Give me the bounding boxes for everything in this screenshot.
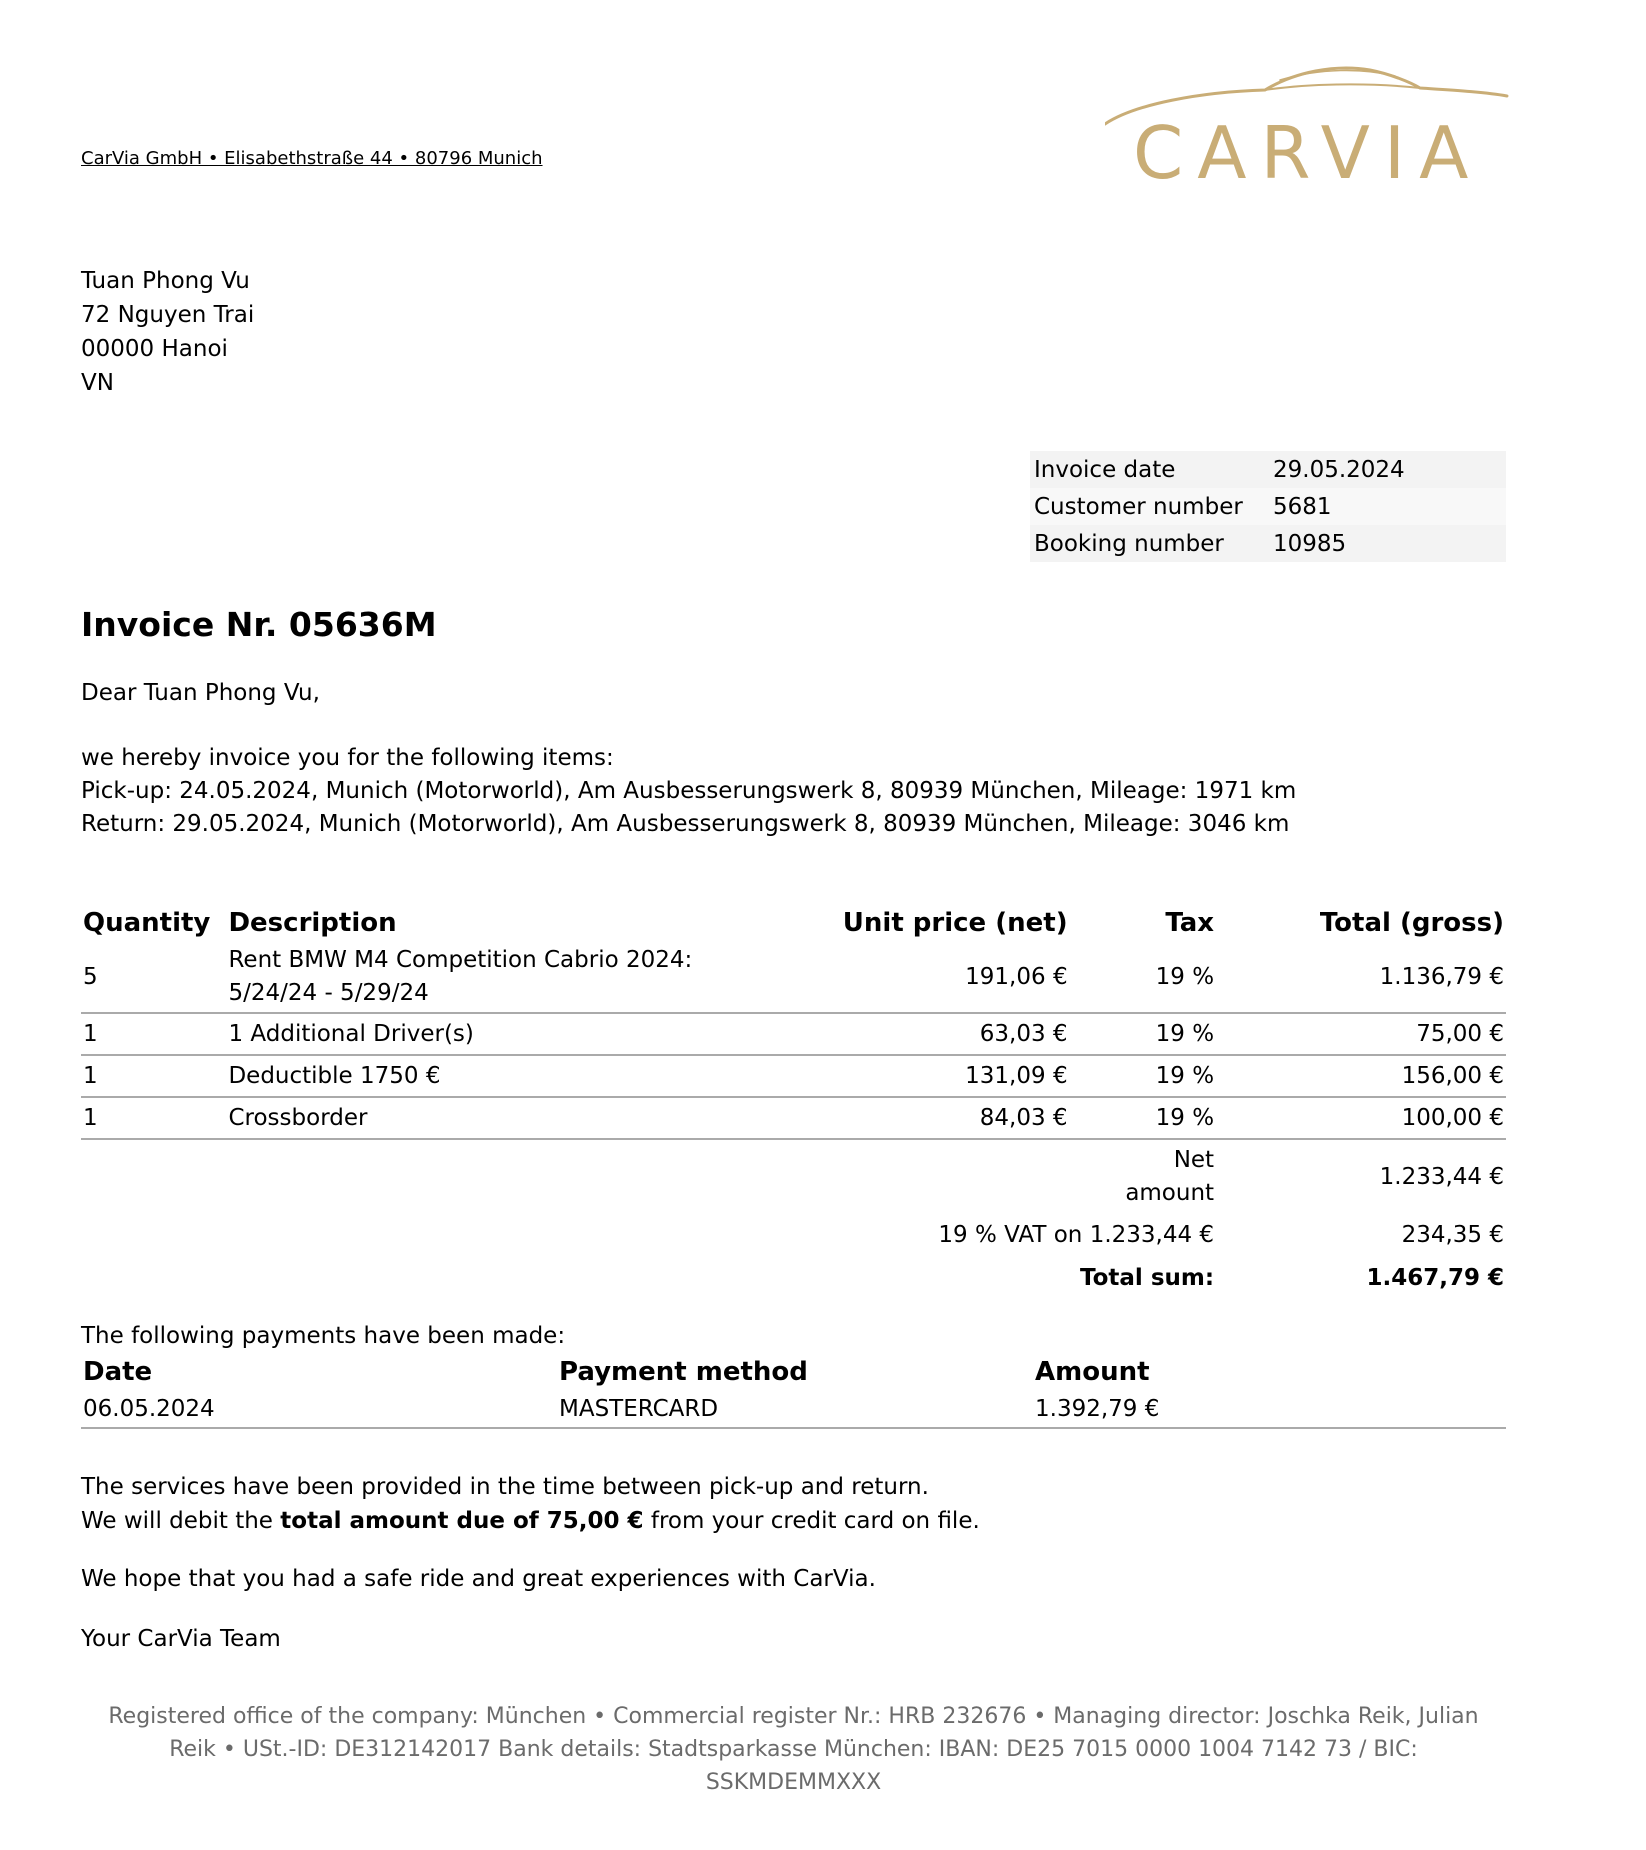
table-row bbox=[81, 1097, 1506, 1139]
payment-date: 06.05.2024 bbox=[81, 1391, 557, 1428]
meta-label: Invoice date bbox=[1030, 451, 1269, 488]
description-line: 5/24/24 - 5/29/24 bbox=[228, 980, 429, 1006]
car-silhouette-logo-icon bbox=[1105, 62, 1510, 192]
cell-tax: 19 % bbox=[1070, 942, 1216, 1013]
payments-label: The following payments have been made: bbox=[81, 1323, 566, 1349]
cell-total: 1.136,79 € bbox=[1216, 942, 1506, 1013]
cell-quantity: 1 bbox=[81, 1013, 226, 1055]
meta-value: 29.05.2024 bbox=[1269, 451, 1506, 488]
recipient-country: VN bbox=[81, 370, 114, 396]
services-note bbox=[81, 1470, 980, 1538]
meta-value: 10985 bbox=[1269, 525, 1506, 562]
net-amount-row bbox=[81, 1139, 1506, 1214]
invoice-title: Invoice Nr. 05636M bbox=[81, 605, 437, 644]
items-header-row bbox=[81, 904, 1506, 942]
signoff: Your CarVia Team bbox=[81, 1626, 281, 1652]
net-label-line: Net bbox=[1173, 1147, 1215, 1173]
header-date: Date bbox=[83, 1357, 153, 1387]
pickup-line: Pick-up: 24.05.2024, Munich (Motorworld), Am Ausbesserungswerk 8, 80939 München, Mileage: 1971 km bbox=[81, 778, 1297, 804]
recipient-address bbox=[81, 264, 254, 400]
note-debit-line bbox=[81, 1504, 980, 1538]
cell-unit-price: 191,06 € bbox=[837, 942, 1070, 1013]
net-amount-label bbox=[837, 1139, 1216, 1214]
cell-description: Deductible 1750 € bbox=[226, 1055, 836, 1097]
meta-value: 5681 bbox=[1269, 488, 1506, 525]
header-quantity: Quantity bbox=[83, 908, 211, 938]
meta-label: Booking number bbox=[1030, 525, 1269, 562]
greeting: Dear Tuan Phong Vu, bbox=[81, 680, 320, 706]
cell-description: Crossborder bbox=[226, 1097, 836, 1139]
table-row bbox=[81, 1013, 1506, 1055]
invoice-intro bbox=[81, 742, 1296, 841]
cell-description: 1 Additional Driver(s) bbox=[226, 1013, 836, 1055]
payments-header-row bbox=[81, 1353, 1506, 1391]
vat-label: 19 % VAT on 1.233,44 € bbox=[938, 1222, 1215, 1248]
cell-unit-price: 84,03 € bbox=[837, 1097, 1070, 1139]
cell-quantity: 1 bbox=[81, 1097, 226, 1139]
meta-row-customer-number bbox=[1030, 488, 1506, 525]
sender-address-line: CarVia GmbH • Elisabethstraße 44 • 80796 Munich bbox=[81, 148, 543, 169]
recipient-street: 72 Nguyen Trai bbox=[81, 302, 255, 328]
cell-quantity: 5 bbox=[81, 942, 226, 1013]
cell-tax: 19 % bbox=[1070, 1055, 1216, 1097]
description-line: Rent BMW M4 Competition Cabrio 2024: bbox=[228, 947, 693, 973]
header-tax: Tax bbox=[1165, 908, 1215, 938]
intro-line: we hereby invoice you for the following items: bbox=[81, 745, 614, 771]
net-amount-value: 1.233,44 € bbox=[1379, 1163, 1504, 1190]
footer-line: Registered office of the company: München • Commercial register Nr.: HRB 232676 • Managing director: Joschka Reik, Julian bbox=[108, 1704, 1479, 1729]
total-sum-value: 1.467,79 € bbox=[1366, 1265, 1504, 1291]
recipient-city: 00000 Hanoi bbox=[81, 336, 228, 362]
items-table bbox=[81, 904, 1506, 1300]
cell-quantity: 1 bbox=[81, 1055, 226, 1097]
cell-total: 156,00 € bbox=[1216, 1055, 1506, 1097]
cell-tax: 19 % bbox=[1070, 1097, 1216, 1139]
header-unit-price: Unit price (net) bbox=[842, 908, 1068, 938]
cell-total: 100,00 € bbox=[1216, 1097, 1506, 1139]
cell-description bbox=[226, 942, 836, 1013]
closing-wish: We hope that you had a safe ride and great experiences with CarVia. bbox=[81, 1566, 876, 1592]
return-line: Return: 29.05.2024, Munich (Motorworld), Am Ausbesserungswerk 8, 80939 München, Mileage: 3046 km bbox=[81, 811, 1290, 837]
payment-amount: 1.392,79 € bbox=[1033, 1391, 1506, 1428]
header-amount: Amount bbox=[1035, 1357, 1150, 1387]
footer-line: Reik • USt.-ID: DE312142017 Bank details: Stadtsparkasse München: IBAN: DE25 7015 0000 1004 7142 73 / BIC: bbox=[169, 1737, 1418, 1762]
cell-tax: 19 % bbox=[1070, 1013, 1216, 1055]
header-description: Description bbox=[228, 908, 397, 938]
debit-prefix: We will debit the bbox=[81, 1508, 281, 1534]
company-footer bbox=[81, 1700, 1506, 1799]
logo-wordmark: CARVIA bbox=[1133, 111, 1483, 192]
meta-label: Customer number bbox=[1030, 488, 1269, 525]
header-payment-method: Payment method bbox=[559, 1357, 808, 1387]
vat-value: 234,35 € bbox=[1401, 1222, 1504, 1248]
table-row bbox=[81, 1055, 1506, 1097]
header-total: Total (gross) bbox=[1319, 908, 1504, 938]
cell-unit-price: 131,09 € bbox=[837, 1055, 1070, 1097]
net-label-line: amount bbox=[1125, 1180, 1215, 1206]
invoice-meta-table bbox=[1030, 451, 1506, 562]
debit-suffix: from your credit card on file. bbox=[643, 1508, 980, 1534]
note-line: The services have been provided in the time between pick-up and return. bbox=[81, 1474, 929, 1500]
meta-row-booking-number bbox=[1030, 525, 1506, 562]
meta-row-invoice-date bbox=[1030, 451, 1506, 488]
payments-table bbox=[81, 1353, 1506, 1429]
table-row bbox=[81, 942, 1506, 1013]
total-sum-label: Total sum: bbox=[1079, 1265, 1215, 1291]
amount-due: total amount due of 75,00 € bbox=[280, 1508, 644, 1534]
cell-unit-price: 63,03 € bbox=[837, 1013, 1070, 1055]
footer-line: SSKMDEMMXXX bbox=[705, 1770, 882, 1795]
carvia-logo bbox=[1105, 62, 1510, 192]
cell-total: 75,00 € bbox=[1216, 1013, 1506, 1055]
payment-row bbox=[81, 1391, 1506, 1428]
total-sum-row bbox=[81, 1256, 1506, 1300]
recipient-name: Tuan Phong Vu bbox=[81, 268, 250, 294]
vat-row bbox=[81, 1214, 1506, 1256]
payment-method: MASTERCARD bbox=[557, 1391, 1033, 1428]
